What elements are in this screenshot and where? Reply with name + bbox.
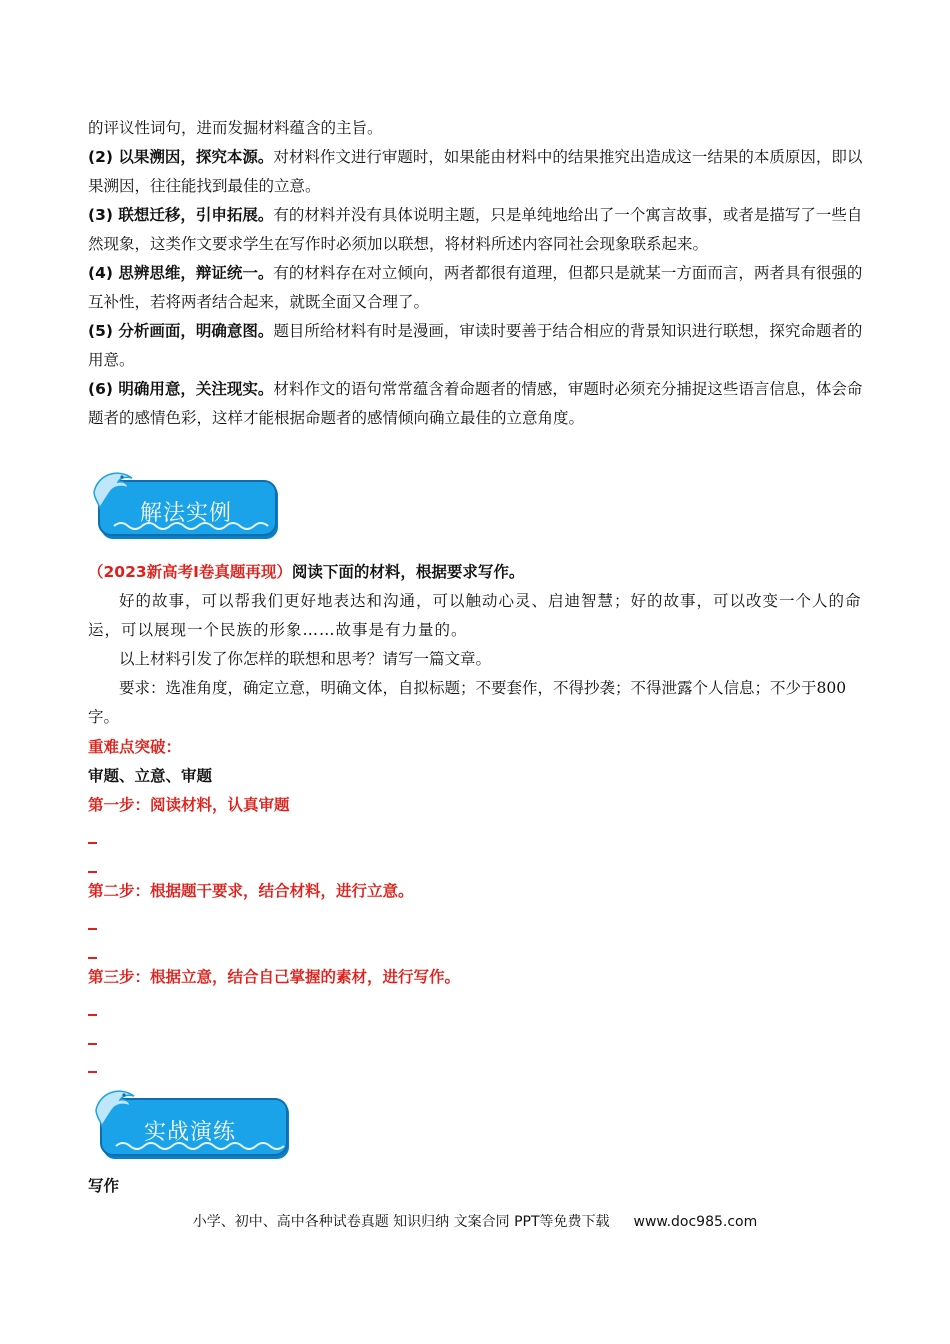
step-1: 第一步：阅读材料，认真审题 (88, 796, 290, 814)
example-material: 好的故事，可以帮我们更好地表达和沟通，可以触动心灵、启迪智慧；好的故事，可以改变一个人的命运，可以展现一个民族的形象……故事是有力量的。 (88, 592, 862, 639)
step-2: 第二步：根据题干要求，结合材料，进行立意。 (88, 882, 414, 900)
example-source: （2023新高考Ⅰ卷真题再现） (88, 563, 292, 581)
step-3: 第三步：根据立意，结合自己掌握的素材，进行写作。 (88, 968, 461, 986)
footer-text: 小学、初中、高中各种试卷真题 知识归纳 文案合同 PPT等免费下载 (192, 1214, 610, 1230)
method-item-5: (5) 分析画面，明确意图。题目所给材料有时是漫画，审读时要善于结合相应的背景知识进行联想，探究命题者的用意。 (88, 322, 863, 369)
banner-label: 解法实例 (140, 501, 233, 526)
blank-line (88, 957, 97, 959)
footer-site-link[interactable]: www.doc985.com (633, 1214, 758, 1230)
method-item-2: (2) 以果溯因，探究本源。对材料作文进行审题时，如果能由材料中的结果推究出造成这一结果的本质原因，即以果溯因，往往能找到最佳的立意。 (88, 148, 863, 195)
banner-label: 实战演练 (144, 1120, 237, 1145)
practice-heading: 写作 (88, 1177, 120, 1195)
example-requirements: 要求：选准角度，确定立意，明确文体，自拟标题；不要套作，不得抄袭；不得泄露个人信息；不少于800字。 (88, 679, 847, 726)
blank-line (88, 1014, 97, 1016)
breakthrough-subheading: 审题、立意、审题 (88, 767, 213, 785)
example-header (88, 558, 863, 587)
method-item-3: (3) 联想迁移，引申拓展。有的材料并没有具体说明主题，只是单纯地给出了一个寓言故事，或者是描写了一些自然现象，这类作文要求学生在写作时必须加以联想，将材料所述内容同社会现象联系起来。 (88, 206, 863, 253)
blank-line (88, 1043, 97, 1045)
breakthrough-heading: 重难点突破： (88, 738, 182, 756)
blank-line (88, 1071, 97, 1073)
method-item-4: (4) 思辨思维，辩证统一。有的材料存在对立倾向，两者都很有道理，但都只是就某一方面而言，两者具有很强的互补性，若将两者结合起来，就既全面又合理了。 (88, 264, 863, 311)
blank-line (88, 842, 97, 844)
method-title: 明确用意，关注现实。 (118, 380, 274, 398)
blank-line (88, 871, 97, 873)
intro-line: 的评议性词句，进而发掘材料蕴含的主旨。 (88, 119, 383, 137)
section-banner-practice (92, 1082, 292, 1164)
method-title: 以果溯因，探究本源。 (118, 148, 274, 166)
method-title: 思辨思维，辩证统一。 (118, 264, 274, 282)
example-prompt: 阅读下面的材料，根据要求写作。 (291, 563, 525, 581)
page-footer (0, 1211, 950, 1231)
method-title: 联想迁移，引申拓展。 (118, 206, 274, 224)
example-question: 以上材料引发了你怎样的联想和思考？请写一篇文章。 (119, 650, 492, 668)
section-banner-solution-example (92, 466, 282, 544)
blank-line (88, 928, 97, 930)
method-item-6: (6) 明确用意，关注现实。材料作文的语句常常蕴含着命题者的情感，审题时必须充分捕捉这些语言信息，体会命题者的感情色彩，这样才能根据命题者的感情倾向确立最佳的立意角度。 (88, 380, 863, 427)
method-title: 分析画面，明确意图。 (118, 322, 274, 340)
